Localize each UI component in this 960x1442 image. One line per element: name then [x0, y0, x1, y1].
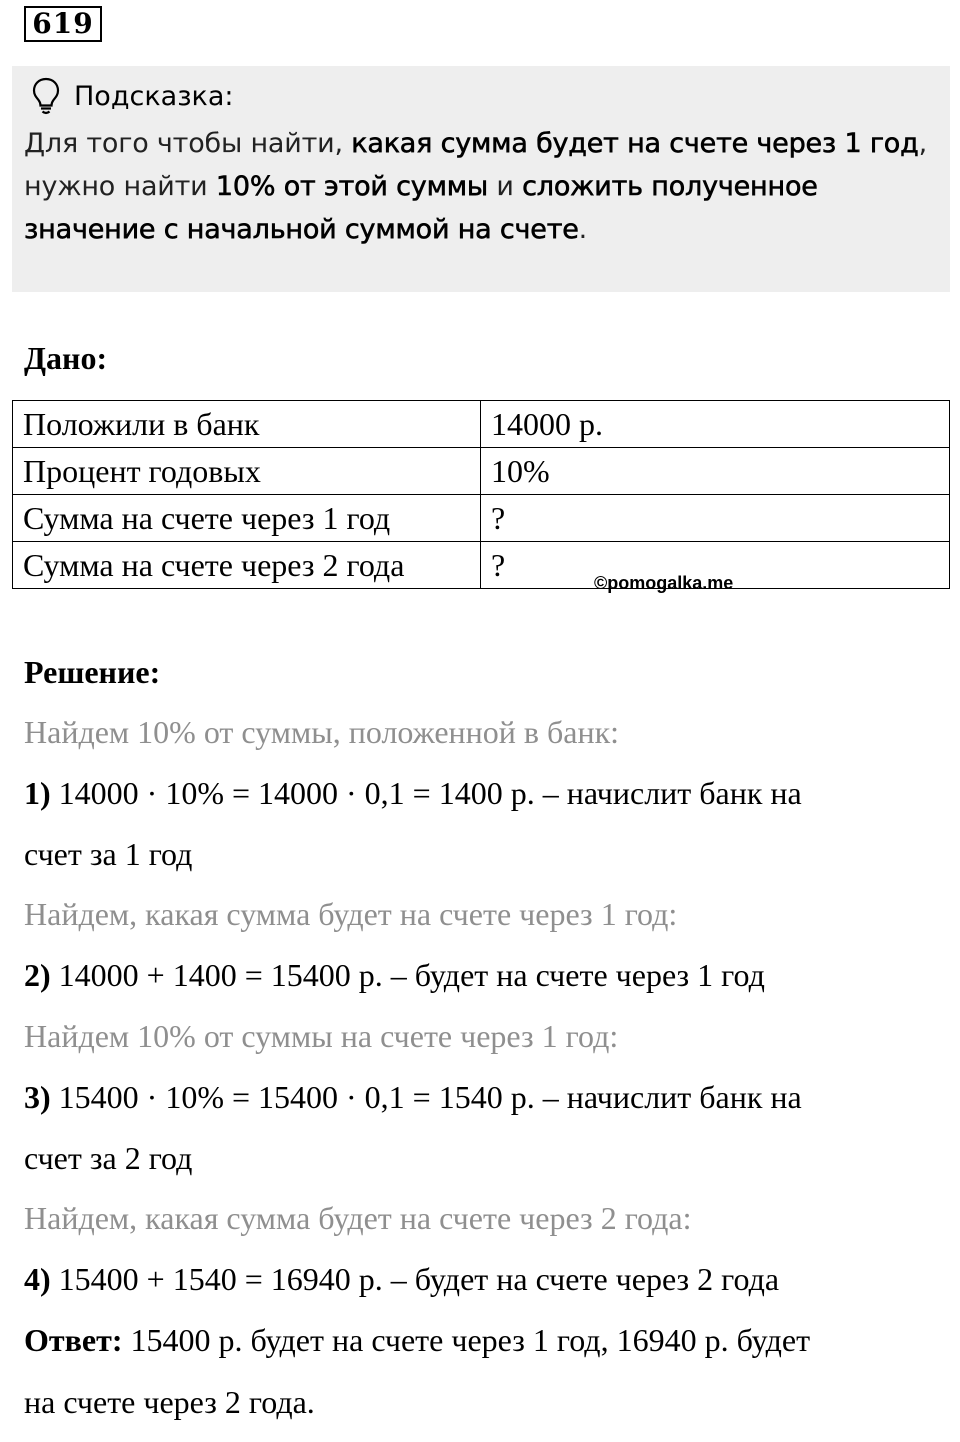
- watermark: ©pomogalka.me: [594, 573, 734, 593]
- step3-intro: Найдем 10% от суммы на счете через 1 год:: [24, 1018, 619, 1054]
- table-row: [13, 542, 950, 589]
- hint-text-segment: и: [488, 171, 523, 202]
- hint-title: [32, 76, 234, 116]
- table-cell-value: ?: [481, 495, 950, 542]
- table-cell-value: ?: [481, 542, 950, 589]
- hint-text-emphasis: сложить полученное значение с начальной суммой на счете: [24, 171, 818, 245]
- table-cell-label: Процент годовых: [13, 448, 481, 495]
- step1-intro: Найдем 10% от суммы, положенной в банк:: [24, 714, 620, 750]
- hint-text-emphasis: какая сумма будет на счете через 1 год: [351, 128, 919, 159]
- table-cell-label: Положили в банк: [13, 401, 481, 448]
- answer-line2: на счете через 2 года.: [24, 1384, 315, 1420]
- hint-text-emphasis: 10% от этой суммы: [215, 171, 489, 202]
- given-table: [12, 400, 950, 589]
- lightbulb-icon: [32, 77, 60, 115]
- answer-line: [24, 1322, 944, 1359]
- step3-line2: счет за 2 год: [24, 1140, 193, 1176]
- hint-text: [24, 122, 929, 251]
- step3-line: [24, 1079, 944, 1116]
- hint-text-segment: , нужно найти: [24, 128, 927, 202]
- table-row: [13, 401, 950, 448]
- hint-box: [12, 66, 950, 292]
- answer-label: Ответ:: [24, 1322, 123, 1358]
- step4-formula: 15400 + 1540 = 16940 р. – будет на счете через 2 года: [50, 1261, 780, 1297]
- hint-text-segment: .: [578, 214, 588, 245]
- table-cell-label: Сумма на счете через 2 года: [13, 542, 481, 589]
- answer-text: 15400 р. будет на счете через 1 год, 16940 р. будет: [122, 1322, 811, 1358]
- step1-number: 1): [24, 775, 51, 811]
- step2-intro: Найдем, какая сумма будет на счете через 1 год:: [24, 896, 678, 932]
- table-cell-value: 14000 р.: [481, 401, 950, 448]
- step4-line: [24, 1261, 944, 1298]
- step4-number: 4): [24, 1261, 51, 1297]
- step3-number: 3): [24, 1079, 51, 1115]
- problem-number: 619: [24, 6, 102, 42]
- step4-intro: Найдем, какая сумма будет на счете через 2 года:: [24, 1200, 692, 1236]
- hint-text-segment: Для того чтобы найти,: [24, 128, 352, 159]
- given-title: Дано:: [24, 340, 108, 376]
- solution-title: Решение:: [24, 654, 161, 690]
- table-cell-value: 10%: [481, 448, 950, 495]
- step3-formula: 15400 · 10% = 15400 · 0,1 = 1540 р. – начислит банк на: [50, 1079, 802, 1115]
- table-cell-label: Сумма на счете через 1 год: [13, 495, 481, 542]
- table-row: [13, 495, 950, 542]
- step2-line: [24, 957, 944, 994]
- step1-line: [24, 775, 944, 812]
- step1-line2: счет за 1 год: [24, 836, 193, 872]
- step2-formula: 14000 + 1400 = 15400 р. – будет на счете через 1 год: [50, 957, 765, 993]
- step1-formula: 14000 · 10% = 14000 · 0,1 = 1400 р. – начислит банк на: [50, 775, 802, 811]
- hint-title-text: Подсказка:: [74, 80, 234, 112]
- step2-number: 2): [24, 957, 51, 993]
- table-row: [13, 448, 950, 495]
